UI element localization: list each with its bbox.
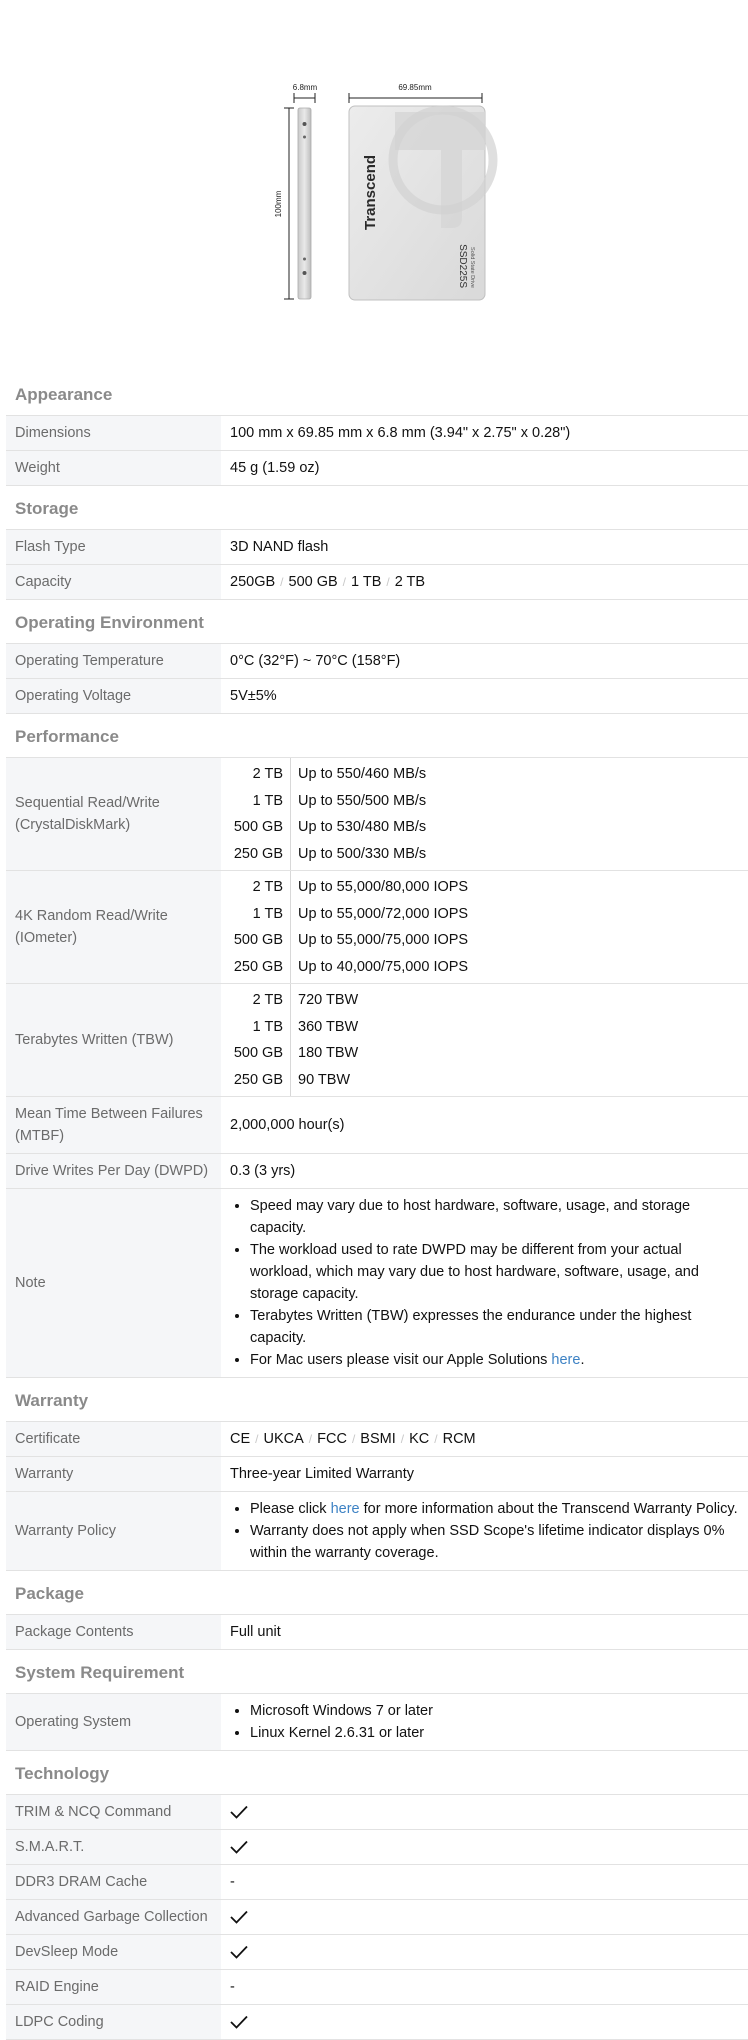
spec-value-certificate-list: [221, 1422, 748, 1456]
spec-row-capacity: [6, 565, 748, 600]
spec-value: -: [221, 1970, 748, 2004]
note-list: [230, 1195, 739, 1371]
checkmark-icon: [230, 1840, 248, 1854]
subtable-row: [221, 901, 748, 928]
spec-label: Operating Temperature: [6, 644, 221, 678]
subtable-row: [221, 1067, 748, 1097]
spec-label: Weight: [6, 451, 221, 485]
speed-cell: Up to 550/460 MB/s: [291, 758, 748, 788]
spec-value-policy-list: [221, 1492, 748, 1570]
apple-solutions-link[interactable]: here: [551, 1352, 580, 1368]
section-title-warranty: Warranty: [6, 1378, 748, 1422]
spec-value: 100 mm x 69.85 mm x 6.8 mm (3.94" x 2.75" x 0.28"): [221, 416, 748, 450]
separator: /: [309, 1428, 312, 1450]
spec-label: Note: [6, 1189, 221, 1377]
brand-text: Transcend: [362, 155, 379, 230]
spec-label: DDR3 DRAM Cache: [6, 1865, 221, 1899]
spec-label: Warranty Policy: [6, 1492, 221, 1570]
capacity-cell: 250 GB: [221, 1067, 291, 1097]
spec-label: 4K Random Read/Write (IOmeter): [6, 871, 221, 983]
checkmark-icon: [230, 1910, 248, 1924]
capacity-cell: 500 GB: [221, 927, 291, 954]
model-sub-text: Solid State Drive: [469, 247, 475, 288]
subtable-row: [221, 954, 748, 984]
subtable-row: [221, 984, 748, 1014]
spec-row-smart: [6, 1830, 748, 1865]
spec-row-dram-cache: [6, 1865, 748, 1900]
policy-item: [250, 1498, 739, 1520]
spec-label: Mean Time Between Failures (MTBF): [6, 1097, 221, 1153]
spec-label: Certificate: [6, 1422, 221, 1456]
capacity-cell: 500 GB: [221, 814, 291, 841]
certificate-item: RCM: [443, 1428, 476, 1450]
certificate-item: CE: [230, 1428, 250, 1450]
capacity-cell: 1 TB: [221, 1014, 291, 1041]
checkmark-icon: [230, 2015, 248, 2029]
subtable-row: [221, 1014, 748, 1041]
spec-value-os-list: [221, 1694, 748, 1750]
mac-note-text: For Mac users please visit our Apple Solutions: [250, 1352, 551, 1368]
policy-text-suffix: for more information about the Transcend Warranty Policy.: [360, 1501, 738, 1517]
certificate-item: KC: [409, 1428, 429, 1450]
subtable-row: [221, 927, 748, 954]
section-title-operating-environment: Operating Environment: [6, 600, 748, 644]
separator: /: [255, 1428, 258, 1450]
iops-cell: Up to 55,000/75,000 IOPS: [291, 927, 748, 954]
spec-value-supported: [221, 1795, 748, 1829]
warranty-policy-link[interactable]: here: [331, 1501, 360, 1517]
tbw-cell: 90 TBW: [291, 1067, 748, 1097]
spec-label: Operating System: [6, 1694, 221, 1750]
spec-row-warranty: [6, 1457, 748, 1492]
sequential-subtable: [221, 758, 748, 870]
capacity-cell: 2 TB: [221, 984, 291, 1014]
spec-row-tbw: [6, 984, 748, 1097]
spec-label: LDPC Coding: [6, 2005, 221, 2039]
checkmark-icon: [230, 1945, 248, 1959]
spec-row-operating-system: [6, 1694, 748, 1751]
spec-value-note-list: [221, 1189, 748, 1377]
separator: /: [386, 571, 389, 593]
tbw-cell: 180 TBW: [291, 1040, 748, 1067]
spec-row-dimensions: [6, 416, 748, 451]
spec-row-package-contents: [6, 1615, 748, 1650]
spec-row-weight: [6, 451, 748, 486]
ssd-drawing: [0, 0, 748, 374]
spec-value: 45 g (1.59 oz): [221, 451, 748, 485]
spec-value-supported: [221, 1830, 748, 1864]
policy-item: • Warranty does not apply when SSD Scope's lifetime indicator displays 0% within the warranty coverage.: [250, 1520, 739, 1564]
spec-row-operating-voltage: [6, 679, 748, 714]
model-text: SSD225S: [457, 244, 468, 288]
capacity-cell: 2 TB: [221, 758, 291, 788]
capacity-item: 500 GB: [289, 571, 338, 593]
spec-row-certificate: [6, 1422, 748, 1457]
spec-label: TRIM & NCQ Command: [6, 1795, 221, 1829]
speed-cell: Up to 530/480 MB/s: [291, 814, 748, 841]
note-item: • Speed may vary due to host hardware, software, usage, and storage capacity.: [250, 1195, 739, 1239]
spec-value: 0°C (32°F) ~ 70°C (158°F): [221, 644, 748, 678]
height-label: 100mm: [274, 190, 283, 217]
spec-label: Capacity: [6, 565, 221, 599]
os-list: [230, 1700, 433, 1744]
spec-label: DevSleep Mode: [6, 1935, 221, 1969]
section-title-technology: Technology: [6, 1751, 748, 1795]
spec-value-subtable: [221, 758, 748, 870]
subtable-row: [221, 814, 748, 841]
speed-cell: Up to 500/330 MB/s: [291, 841, 748, 871]
random-subtable: [221, 871, 748, 983]
spec-label: Package Contents: [6, 1615, 221, 1649]
spec-row-operating-temperature: [6, 644, 748, 679]
certificate-item: UKCA: [264, 1428, 304, 1450]
capacity-cell: 2 TB: [221, 871, 291, 901]
spec-row-flash-type: [6, 530, 748, 565]
spec-value: Full unit: [221, 1615, 748, 1649]
iops-cell: Up to 40,000/75,000 IOPS: [291, 954, 748, 984]
section-title-appearance: Appearance: [6, 374, 748, 416]
subtable-row: [221, 1040, 748, 1067]
speed-cell: Up to 550/500 MB/s: [291, 788, 748, 815]
product-figure: [0, 0, 748, 374]
tbw-subtable: [221, 984, 748, 1096]
spec-label: Drive Writes Per Day (DWPD): [6, 1154, 221, 1188]
spec-label: Operating Voltage: [6, 679, 221, 713]
subtable-row: [221, 871, 748, 901]
spec-value-supported: [221, 1935, 748, 1969]
separator: /: [280, 571, 283, 593]
spec-value-subtable: [221, 871, 748, 983]
note-item: • The workload used to rate DWPD may be different from your actual workload, which may vary due to host hardware, software, usage, and storage capacity.: [250, 1239, 739, 1305]
spec-value-subtable: [221, 984, 748, 1096]
note-item-mac: [250, 1349, 739, 1371]
capacity-item: 2 TB: [395, 571, 425, 593]
capacity-cell: 500 GB: [221, 1040, 291, 1067]
separator: /: [401, 1428, 404, 1450]
spec-value: 2,000,000 hour(s): [221, 1097, 748, 1153]
spec-value: 3D NAND flash: [221, 530, 748, 564]
capacity-cell: 1 TB: [221, 788, 291, 815]
iops-cell: Up to 55,000/72,000 IOPS: [291, 901, 748, 928]
spec-value: Three-year Limited Warranty: [221, 1457, 748, 1491]
policy-text: Please click: [250, 1501, 331, 1517]
mac-note-suffix: .: [580, 1352, 584, 1368]
capacity-item: 1 TB: [351, 571, 381, 593]
subtable-row: [221, 841, 748, 871]
section-title-system-requirement: System Requirement: [6, 1650, 748, 1694]
section-title-performance: Performance: [6, 714, 748, 758]
spec-row-devsleep: [6, 1935, 748, 1970]
spec-table: [6, 374, 748, 2040]
spec-value: 0.3 (3 yrs): [221, 1154, 748, 1188]
spec-label: Warranty: [6, 1457, 221, 1491]
iops-cell: Up to 55,000/80,000 IOPS: [291, 871, 748, 901]
policy-list: [230, 1498, 739, 1564]
tbw-cell: 720 TBW: [291, 984, 748, 1014]
thickness-label: 6.8mm: [293, 83, 318, 92]
certificate-item: FCC: [317, 1428, 347, 1450]
spec-label: Sequential Read/Write (CrystalDiskMark): [6, 758, 221, 870]
spec-label: Advanced Garbage Collection: [6, 1900, 221, 1934]
spec-label: Dimensions: [6, 416, 221, 450]
capacity-cell: 250 GB: [221, 841, 291, 871]
subtable-row: [221, 788, 748, 815]
os-item: • Microsoft Windows 7 or later: [250, 1700, 433, 1722]
capacity-cell: 1 TB: [221, 901, 291, 928]
tbw-cell: 360 TBW: [291, 1014, 748, 1041]
os-item: • Linux Kernel 2.6.31 or later: [250, 1722, 433, 1744]
separator: /: [352, 1428, 355, 1450]
spec-label: Terabytes Written (TBW): [6, 984, 221, 1096]
spec-value: -: [221, 1865, 748, 1899]
spec-row-dwpd: [6, 1154, 748, 1189]
spec-row-note: [6, 1189, 748, 1378]
separator: /: [434, 1428, 437, 1450]
separator: /: [343, 571, 346, 593]
spec-row-raid-engine: [6, 1970, 748, 2005]
spec-row-4k-random: [6, 871, 748, 984]
capacity-item: 250GB: [230, 571, 275, 593]
spec-row-sequential: [6, 758, 748, 871]
spec-value-capacity-list: [221, 565, 748, 599]
section-title-storage: Storage: [6, 486, 748, 530]
section-title-package: Package: [6, 1571, 748, 1615]
checkmark-icon: [230, 1805, 248, 1819]
capacity-cell: 250 GB: [221, 954, 291, 984]
spec-label: S.M.A.R.T.: [6, 1830, 221, 1864]
spec-row-mtbf: [6, 1097, 748, 1154]
note-item: • Terabytes Written (TBW) expresses the endurance under the highest capacity.: [250, 1305, 739, 1349]
spec-row-warranty-policy: [6, 1492, 748, 1571]
spec-row-garbage-collection: [6, 1900, 748, 1935]
spec-label: RAID Engine: [6, 1970, 221, 2004]
spec-row-trim-ncq: [6, 1795, 748, 1830]
spec-label: Flash Type: [6, 530, 221, 564]
spec-value: 5V±5%: [221, 679, 748, 713]
width-label: 69.85mm: [398, 83, 432, 92]
spec-row-ldpc: [6, 2005, 748, 2040]
certificate-item: BSMI: [360, 1428, 395, 1450]
spec-value-supported: [221, 1900, 748, 1934]
subtable-row: [221, 758, 748, 788]
